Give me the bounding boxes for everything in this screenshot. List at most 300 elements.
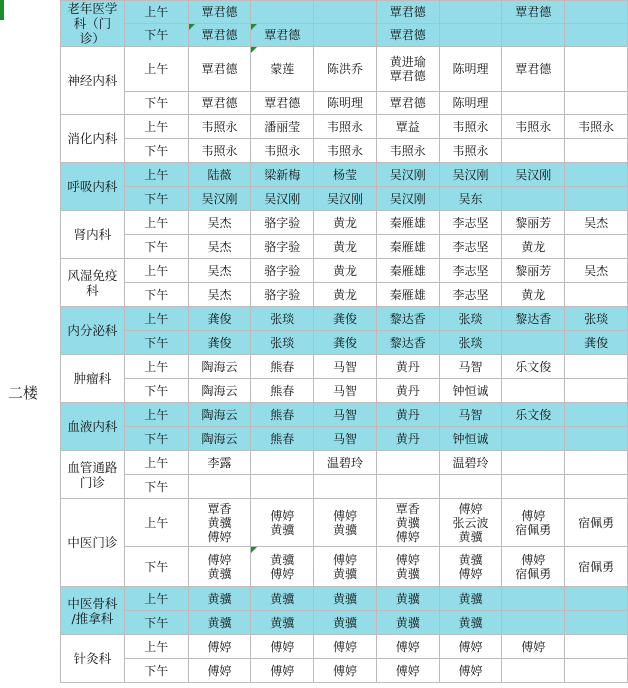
doctor-name: 熊春 [270,383,295,398]
doctor-cell [502,163,565,187]
session-label: 下午 [124,139,188,163]
department-name [61,307,125,355]
department-name [61,635,125,683]
session-label: 下午 [124,283,188,307]
doctor-name: 傅婷 [395,663,420,678]
doctor-cell [439,139,502,163]
doctor-name: 傅婷 [458,639,483,654]
doctor-cell [251,427,314,451]
doctor-cell [376,47,439,92]
doctor-cell [439,115,502,139]
session-label: 上午 [124,115,188,139]
doctor-cell [565,331,628,355]
department-name [61,259,125,307]
department-name-line: 中医骨科 [67,595,118,611]
doctor-name: 潘丽莹 [264,119,301,134]
session-label: 上午 [124,451,188,475]
department-name-line: 风湿免疫 [67,267,118,283]
doctor-cell [251,307,314,331]
schedule-row [61,611,628,635]
doctor-name: 黄骥 [207,591,232,606]
department-name [61,355,125,403]
doctor-cell [376,331,439,355]
doctor-cell [376,635,439,659]
doctor-name: 马智 [332,407,357,422]
doctor-name: 张琰 [584,311,609,326]
doctor-cell [502,659,565,683]
doctor-cell [251,635,314,659]
doctor-cell [251,115,314,139]
doctor-cell [565,307,628,331]
doctor-name: 秦雁雄 [389,287,426,302]
doctor-cell [439,659,502,683]
doctor-name: 宿佩勇 [515,522,552,537]
doctor-cell [314,499,377,547]
doctor-name: 陶海云 [201,431,238,446]
doctor-name: 李志坚 [452,263,489,278]
department-name-line: 中医门诊 [67,535,118,550]
doctor-cell [251,235,314,259]
doctor-name: 韦照永 [326,119,363,134]
doctor-cell [502,427,565,451]
doctor-name: 宿佩勇 [578,515,615,530]
doctor-cell [565,259,628,283]
doctor-name: 黄骥 [395,566,420,581]
doctor-name: 秦雁雄 [389,263,426,278]
doctor-cell [314,635,377,659]
doctor-cell [502,235,565,259]
schedule-row [61,211,628,235]
doctor-cell [251,139,314,163]
schedule-row [61,139,628,163]
doctor-cell [251,403,314,427]
schedule-row [61,427,628,451]
doctor-name: 黄龙 [521,239,546,254]
doctor-name: 傅婷 [270,566,295,581]
doctor-cell [439,587,502,611]
doctor-name: 秦雁雄 [389,239,426,254]
doctor-name: 宿佩勇 [578,559,615,574]
doctor-cell [376,307,439,331]
doctor-name: 马智 [332,431,357,446]
doctor-cell [188,475,251,499]
doctor-cell [251,92,314,115]
doctor-name: 黄丹 [395,383,420,398]
doctor-cell [314,403,377,427]
schedule-row [61,307,628,331]
doctor-name: 傅婷 [395,639,420,654]
doctor-name: 傅婷 [458,663,483,678]
schedule-row [61,115,628,139]
session-label: 上午 [124,355,188,379]
doctor-name: 黄骥 [270,552,295,567]
doctor-name: 傅婷 [207,552,232,567]
doctor-cell [502,211,565,235]
doctor-cell [314,355,377,379]
department-name-line: 血液内科 [67,419,118,434]
doctor-cell [314,587,377,611]
doctor-cell [188,211,251,235]
doctor-name: 傅婷 [207,529,232,544]
doctor-cell [502,475,565,499]
doctor-cell [188,427,251,451]
schedule-row [61,163,628,187]
doctor-name: 傅婷 [207,639,232,654]
doctor-name: 陈明理 [452,96,489,110]
doctor-name: 熊春 [270,407,295,422]
doctor-cell [376,611,439,635]
schedule-row [61,451,628,475]
department-name-line: 消化内科 [67,131,118,146]
doctor-name: 陈明理 [326,96,363,110]
doctor-cell [188,635,251,659]
department-name [61,163,125,211]
doctor-name: 黄龙 [332,263,357,278]
doctor-name: 蒙莲 [270,62,295,76]
doctor-name: 黄骥 [332,615,357,630]
session-label: 上午 [124,259,188,283]
doctor-cell [565,475,628,499]
doctor-cell [439,611,502,635]
doctor-name: 黄骥 [395,591,420,606]
doctor-name: 傅婷 [332,663,357,678]
doctor-cell [376,451,439,475]
doctor-name: 黎丽芳 [515,215,552,230]
doctor-cell [251,187,314,211]
doctor-name: 傅婷 [270,639,295,654]
doctor-cell [565,211,628,235]
doctor-cell [314,611,377,635]
doctor-cell [439,92,502,115]
doctor-cell [188,92,251,115]
department-name [61,47,125,115]
doctor-cell [439,475,502,499]
doctor-cell [251,283,314,307]
doctor-name: 陈明理 [452,62,489,76]
department-name [61,451,125,499]
doctor-cell [376,547,439,587]
doctor-cell [439,547,502,587]
department-name-line: 神经内科 [67,73,118,88]
doctor-name: 龚俊 [332,311,357,326]
doctor-cell [502,47,565,92]
doctor-name: 陶海云 [201,407,238,422]
left-edge-marker [0,0,4,20]
doctor-name: 吴东 [458,191,483,206]
doctor-name: 覃君德 [201,96,238,110]
doctor-name: 韦照永 [452,119,489,134]
doctor-name: 熊春 [270,359,295,374]
doctor-name: 吴汉刚 [264,191,301,206]
session-label: 上午 [124,47,188,92]
doctor-cell [314,259,377,283]
doctor-cell [502,611,565,635]
doctor-cell [565,24,628,47]
session-label: 下午 [124,235,188,259]
session-label: 上午 [124,1,188,24]
doctor-name: 傅婷 [458,566,483,581]
doctor-cell [502,1,565,24]
session-label: 上午 [124,587,188,611]
doctor-name: 秦雁雄 [389,215,426,230]
doctor-name: 黄骥 [270,615,295,630]
doctor-cell [502,259,565,283]
comment-marker-icon [251,547,257,553]
doctor-cell [188,115,251,139]
doctor-cell [502,451,565,475]
doctor-name: 陈洪乔 [326,62,363,76]
department-name-line: /推拿科 [71,610,114,626]
doctor-name: 李志坚 [452,239,489,254]
doctor-cell [251,211,314,235]
doctor-name: 覃益 [395,119,420,134]
department-name [61,587,125,635]
doctor-name: 张琰 [270,335,295,350]
doctor-cell [439,307,502,331]
doctor-cell [251,587,314,611]
doctor-name: 韦照永 [578,119,615,134]
doctor-name: 傅婷 [521,508,546,523]
doctor-name: 吴杰 [207,215,232,230]
doctor-name: 吴杰 [207,239,232,254]
doctor-cell [251,547,314,587]
session-label: 下午 [124,475,188,499]
doctor-name: 骆字验 [264,263,301,278]
doctor-cell [188,235,251,259]
doctor-name: 韦照永 [326,143,363,158]
doctor-cell [314,163,377,187]
department-name-line: 诊） [79,31,105,46]
doctor-cell [314,24,377,47]
doctor-cell [376,1,439,24]
doctor-cell [439,499,502,547]
schedule-row [61,499,628,547]
session-label: 下午 [124,427,188,451]
doctor-name: 黄骥 [207,515,232,530]
doctor-cell [188,355,251,379]
doctor-name: 吴杰 [584,215,609,230]
doctor-cell [565,163,628,187]
doctor-cell [439,379,502,403]
doctor-cell [439,451,502,475]
schedule-row [61,635,628,659]
session-label: 下午 [124,331,188,355]
doctor-name: 龚俊 [584,335,609,350]
doctor-cell [565,47,628,92]
doctor-cell [565,115,628,139]
doctor-name: 熊春 [270,431,295,446]
doctor-name: 覃君德 [201,5,238,19]
doctor-name: 覃君德 [515,62,552,76]
doctor-cell [439,187,502,211]
doctor-cell [188,331,251,355]
doctor-name: 钟恒诚 [452,383,489,398]
schedule-row [61,47,628,92]
doctor-cell [251,24,314,47]
doctor-cell [502,92,565,115]
doctor-cell [376,163,439,187]
doctor-cell [376,92,439,115]
doctor-name: 黄骥 [332,522,357,537]
doctor-cell [188,547,251,587]
session-label: 下午 [124,379,188,403]
doctor-name: 张琰 [458,335,483,350]
department-name-line: 科（门 [73,16,112,31]
schedule-row [61,355,628,379]
doctor-name: 黄骥 [270,591,295,606]
doctor-cell [251,259,314,283]
doctor-name: 骆字验 [264,287,301,302]
doctor-name: 黄骥 [458,615,483,630]
comment-marker-icon [251,47,257,53]
doctor-cell [314,47,377,92]
schedule-row [61,283,628,307]
doctor-cell [314,331,377,355]
doctor-name: 韦照永 [201,119,238,134]
doctor-name: 张琰 [270,311,295,326]
doctor-name: 傅婷 [270,663,295,678]
doctor-name: 陶海云 [201,383,238,398]
doctor-cell [314,659,377,683]
doctor-cell [502,403,565,427]
doctor-name: 吴汉刚 [515,167,552,182]
session-label: 上午 [124,307,188,331]
doctor-name: 覃君德 [515,5,552,19]
doctor-cell [439,355,502,379]
doctor-name: 骆字验 [264,239,301,254]
doctor-name: 马智 [332,383,357,398]
doctor-name: 韦照永 [201,143,238,158]
doctor-cell [188,47,251,92]
doctor-cell [439,24,502,47]
doctor-cell [188,283,251,307]
schedule-table [60,0,628,683]
doctor-cell [502,547,565,587]
session-label: 下午 [124,547,188,587]
session-label: 上午 [124,403,188,427]
doctor-name: 覃君德 [389,28,426,42]
doctor-name: 黄丹 [395,407,420,422]
doctor-cell [376,139,439,163]
doctor-cell [188,659,251,683]
doctor-cell [502,283,565,307]
doctor-name: 黄龙 [332,287,357,302]
doctor-cell [565,427,628,451]
floor-label: 二楼 [8,384,39,402]
doctor-name: 黄龙 [332,215,357,230]
department-name-line: 科 [86,282,99,298]
doctor-cell [314,547,377,587]
doctor-cell [565,92,628,115]
doctor-cell [314,379,377,403]
doctor-name: 覃君德 [264,96,301,110]
schedule-row [61,547,628,587]
doctor-cell [188,24,251,47]
doctor-cell [251,379,314,403]
doctor-name: 温碧玲 [326,455,363,470]
doctor-name: 黄骥 [207,566,232,581]
doctor-name: 覃香 [207,501,232,516]
doctor-name: 韦照永 [452,143,489,158]
schedule-row [61,235,628,259]
doctor-cell [502,379,565,403]
doctor-cell [188,587,251,611]
comment-marker-icon [189,24,195,30]
doctor-name: 黄骥 [395,615,420,630]
department-name-line: 老年医学 [67,1,118,16]
doctor-name: 龚俊 [207,311,232,326]
doctor-name: 乐文俊 [515,407,552,422]
doctor-cell [502,187,565,211]
schedule-row [61,92,628,115]
doctor-name: 黎丽芳 [515,263,552,278]
schedule-row [61,403,628,427]
doctor-name: 覃君德 [201,62,238,76]
doctor-name: 覃君德 [389,5,426,19]
doctor-name: 覃香 [395,501,420,516]
doctor-name: 黄骥 [270,522,295,537]
doctor-cell [376,24,439,47]
doctor-name: 张云波 [452,515,489,530]
doctor-cell [439,235,502,259]
doctor-cell [376,187,439,211]
doctor-name: 乐文俊 [515,359,552,374]
session-label: 下午 [124,92,188,115]
doctor-name: 傅婷 [395,552,420,567]
doctor-name: 黄骥 [395,515,420,530]
doctor-cell [314,427,377,451]
doctor-name: 黄骥 [458,529,483,544]
doctor-cell [439,163,502,187]
doctor-name: 傅婷 [270,508,295,523]
doctor-cell [502,499,565,547]
schedule-row [61,379,628,403]
session-label: 下午 [124,24,188,47]
doctor-name: 吴汉刚 [389,167,426,182]
doctor-name: 黎达香 [515,311,552,326]
doctor-cell [502,115,565,139]
session-label: 上午 [124,163,188,187]
department-name-line: 血管通路 [67,459,118,475]
doctor-cell [314,283,377,307]
doctor-cell [439,47,502,92]
doctor-cell [565,587,628,611]
doctor-cell [188,403,251,427]
doctor-cell [502,355,565,379]
doctor-name: 黎达香 [389,311,426,326]
doctor-name: 钟恒诚 [452,431,489,446]
doctor-cell [376,427,439,451]
doctor-cell [376,587,439,611]
doctor-cell [188,259,251,283]
doctor-cell [439,403,502,427]
session-label: 下午 [124,659,188,683]
doctor-cell [502,635,565,659]
doctor-cell [376,403,439,427]
doctor-name: 吴杰 [207,287,232,302]
schedule-row [61,259,628,283]
doctor-cell [251,611,314,635]
doctor-cell [251,47,314,92]
doctor-name: 吴汉刚 [326,191,363,206]
doctor-cell [251,499,314,547]
session-label: 上午 [124,499,188,547]
doctor-cell [314,211,377,235]
doctor-cell [314,235,377,259]
doctor-cell [565,611,628,635]
doctor-cell [188,1,251,24]
doctor-name: 吴汉刚 [389,191,426,206]
